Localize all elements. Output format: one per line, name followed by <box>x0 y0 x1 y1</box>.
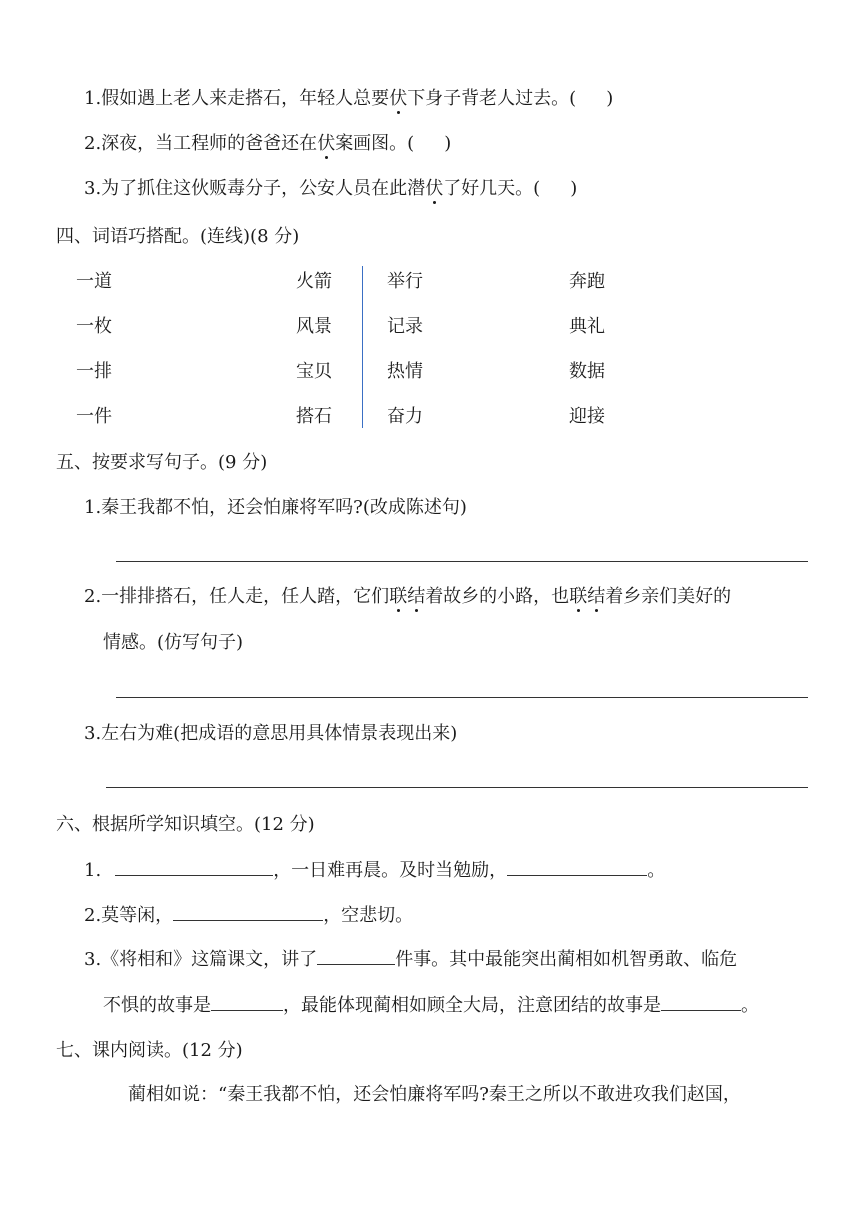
q-text: ，空悲切。 <box>323 905 414 926</box>
fill-blank[interactable] <box>115 857 273 876</box>
q-text: 不惧的故事是 <box>103 995 211 1016</box>
match-right-b-2[interactable]: 典礼 <box>569 316 605 337</box>
question-6-1 <box>84 857 665 884</box>
q-text: 2.深夜，当工程师的爸爸还在 <box>84 133 318 154</box>
section-6-title: 六、根据所学知识填空。(12 分) <box>56 814 315 835</box>
question-3-1 <box>84 86 613 112</box>
fill-blank[interactable] <box>661 992 741 1011</box>
match-right-1[interactable]: 火箭 <box>296 271 332 292</box>
match-left-b-3[interactable]: 热情 <box>387 361 423 382</box>
q-text: 着故乡的小路，也 <box>425 586 570 607</box>
section-4-title: 四、词语巧搭配。(连线)(8 分) <box>56 226 300 247</box>
match-right-4[interactable]: 搭石 <box>296 406 332 427</box>
question-5-2-cont: 情感。(仿写句子) <box>103 632 244 653</box>
dotted-char: 伏 <box>389 88 408 109</box>
q-text: 3.为了抓住这伙贩毒分子，公安人员在此潜 <box>84 178 426 199</box>
q-text: 了好几天。( <box>443 178 541 199</box>
dotted-char: 结 <box>587 586 606 607</box>
q-text: ，一日难再晨。及时当勉励， <box>273 860 508 881</box>
match-left-1[interactable]: 一道 <box>76 271 112 292</box>
dotted-char: 伏 <box>317 133 336 154</box>
q-text: ，最能体现蔺相如顾全大局，注意团结的故事是 <box>283 995 661 1016</box>
q-text: 着乡亲们美好的 <box>605 586 732 607</box>
question-3-2 <box>84 131 451 157</box>
q-text: 案画图。( <box>335 133 415 154</box>
fill-blank[interactable] <box>317 946 395 965</box>
question-5-1: 1.秦王我都不怕，还会怕廉将军吗?(改成陈述句) <box>84 497 467 518</box>
question-5-3: 3.左右为难(把成语的意思用具体情景表现出来) <box>84 723 458 744</box>
dotted-char: 结 <box>407 586 426 607</box>
section-7-title: 七、课内阅读。(12 分) <box>56 1040 243 1061</box>
match-right-b-3[interactable]: 数据 <box>569 361 605 382</box>
paren-close: ) <box>444 133 452 154</box>
question-6-2 <box>84 902 413 929</box>
match-right-3[interactable]: 宝贝 <box>296 361 332 382</box>
q-text: 。 <box>741 995 759 1016</box>
reading-paragraph: 蔺相如说：“秦王我都不怕，还会怕廉将军吗?秦王之所以不敢进攻我们赵国， <box>128 1084 741 1105</box>
fill-blank[interactable] <box>211 992 283 1011</box>
q-text: 1.假如遇上老人来走搭石，年轻人总要 <box>84 88 390 109</box>
match-left-b-2[interactable]: 记录 <box>387 316 423 337</box>
match-left-2[interactable]: 一枚 <box>76 316 112 337</box>
paren-close: ) <box>606 88 614 109</box>
fill-blank[interactable] <box>507 857 647 876</box>
column-divider <box>362 266 363 428</box>
match-left-b-1[interactable]: 举行 <box>387 271 423 292</box>
q-text: 2.莫等闲， <box>84 905 174 926</box>
paren-close: ) <box>570 178 578 199</box>
question-5-2 <box>84 584 731 610</box>
match-right-b-1[interactable]: 奔跑 <box>569 271 605 292</box>
match-left-3[interactable]: 一排 <box>76 361 112 382</box>
q-text: 下身子背老人过去。( <box>407 88 577 109</box>
section-5-title: 五、按要求写句子。(9 分) <box>56 452 268 473</box>
q-text: 1. <box>84 860 102 881</box>
match-right-b-4[interactable]: 迎接 <box>569 406 605 427</box>
q-text: 2.一排排搭石，任人走，任人踏，它们 <box>84 586 390 607</box>
answer-line[interactable] <box>116 697 808 698</box>
match-right-2[interactable]: 风景 <box>296 316 332 337</box>
question-6-3 <box>84 946 737 973</box>
question-3-3 <box>84 176 577 202</box>
answer-line[interactable] <box>116 561 808 562</box>
q-text: 3.《将相和》这篇课文，讲了 <box>84 949 318 970</box>
answer-line[interactable] <box>106 787 808 788</box>
dotted-char: 联 <box>389 586 408 607</box>
match-left-4[interactable]: 一件 <box>76 406 112 427</box>
q-text: 件事。其中最能突出蔺相如机智勇敢、临危 <box>395 949 738 970</box>
q-text: 。 <box>647 860 666 881</box>
dotted-char: 伏 <box>425 178 444 199</box>
match-left-b-4[interactable]: 奋力 <box>387 406 423 427</box>
dotted-char: 联 <box>569 586 588 607</box>
question-6-3-cont <box>103 992 759 1019</box>
fill-blank[interactable] <box>173 902 323 921</box>
